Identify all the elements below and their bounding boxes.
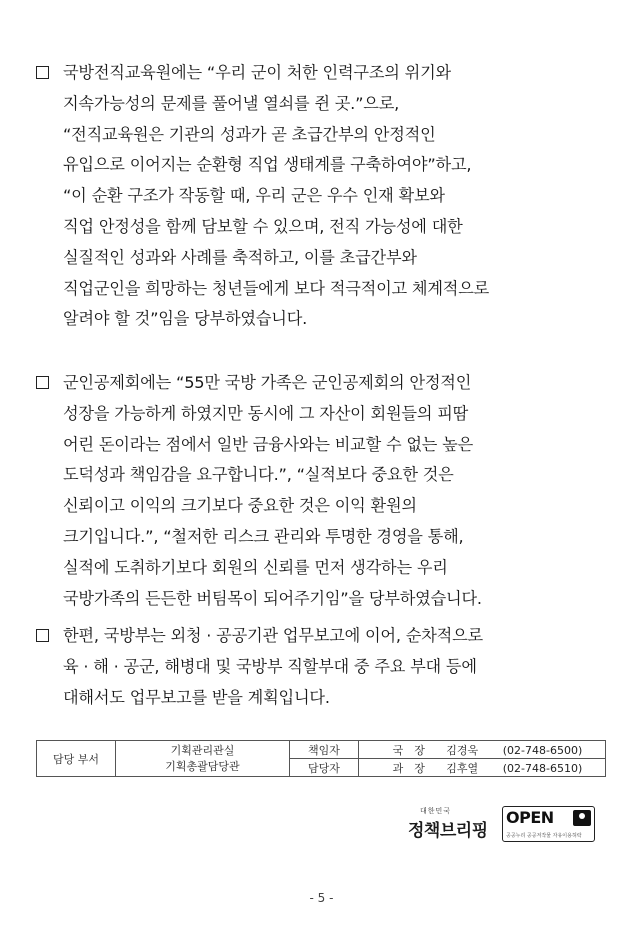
paragraph-line: 직업 안정성을 함께 담보할 수 있으며, 전직 가능성에 대한	[63, 216, 463, 236]
paragraph-line: 도덕성과 책임감을 요구합니다.”, “실적보다 중요한 것은	[63, 465, 454, 485]
paragraph-defense-transition-center	[36, 58, 626, 335]
paragraph-line: 실적에 도취하기보다 회원의 신뢰를 먼저 생각하는 우리	[63, 557, 448, 577]
paragraph-line: “이 순환 구조가 작동할 때, 우리 군은 우수 인재 확보와	[63, 186, 445, 206]
contact-table	[36, 740, 606, 777]
paragraph-line: 알려야 할 것”임을 당부하였습니다.	[63, 309, 308, 329]
open-logo-text: OPEN	[506, 808, 554, 827]
paragraph-line: 어린 돈이라는 점에서 일반 금융사와는 비교할 수 없는 높은	[63, 434, 474, 454]
dept-name-line2: 기획총괄담당관	[165, 759, 240, 773]
paragraph-line: 직업군인을 희망하는 청년들에게 보다 적극적이고 체계적으로	[63, 278, 490, 298]
contact-name: 김경욱	[446, 743, 479, 757]
paragraph-line: 유입으로 이어지는 순환형 직업 생태계를 구축하여야”하고,	[63, 155, 472, 175]
paragraph-work-report-plan	[36, 621, 626, 713]
paragraph-line: 국방가족의 든든한 버팀목이 되어주기임”을 당부하였습니다.	[63, 588, 482, 608]
dept-name	[116, 741, 290, 777]
paragraph-line: 군인공제회에는 “55만 국방 가족은 군인공제회의 안정적인	[63, 373, 472, 392]
contact-position: 국 장	[392, 743, 425, 757]
role-label: 담당자	[290, 759, 359, 777]
page-number: - 5 -	[309, 891, 334, 905]
attribution-person-icon	[573, 810, 591, 826]
paragraph-line: 대해서도 업무보고를 받을 계획입니다.	[63, 687, 330, 707]
contact-position: 과 장	[392, 761, 425, 775]
paragraph-line: “전직교육원은 기관의 성과가 곧 초급간부의 안정적인	[63, 124, 436, 144]
contact-person	[359, 759, 606, 777]
paragraph-line: 지속가능성의 문제를 풀어낼 열쇠를 쥔 곳.”으로,	[63, 93, 400, 113]
role-label: 책임자	[290, 741, 359, 759]
paragraph-line: 한편, 국방부는 외청 · 공공기관 업무보고에 이어, 순차적으로	[63, 626, 483, 645]
contact-phone: (02-748-6500)	[502, 743, 583, 757]
paragraph-line: 크기입니다.”, “철저한 리스크 관리와 투명한 경영을 통해,	[63, 526, 464, 546]
paragraph-military-mutual-aid	[36, 368, 626, 614]
policy-logo-text: 정책브리핑	[408, 821, 488, 841]
paragraph-line: 신뢰이고 이익의 크기보다 중요한 것은 이익 환원의	[63, 496, 417, 516]
contact-name: 김후열	[446, 761, 479, 775]
paragraph-line: 국방전직교육원에는 “우리 군이 처한 인력구조의 위기와	[63, 63, 451, 82]
checkbox-bullet-icon	[36, 376, 49, 389]
paragraph-line: 육 · 해 · 공군, 해병대 및 국방부 직할부대 중 주요 부대 등에	[63, 656, 477, 676]
open-license-logo	[502, 806, 595, 842]
contact-person	[359, 741, 606, 759]
paragraph-line: 성장을 가능하게 하였지만 동시에 그 자산이 회원들의 피땀	[63, 403, 469, 423]
policy-briefing-logo	[408, 806, 490, 844]
dept-label: 담당 부서	[37, 741, 116, 777]
checkbox-bullet-icon	[36, 66, 49, 79]
open-logo-subtext: 공공누리 공공저작물 자유이용허락	[506, 833, 582, 839]
paragraph-line: 실질적인 성과와 사례를 축적하고, 이를 초급간부와	[63, 247, 417, 267]
contact-phone: (02-748-6510)	[502, 761, 583, 775]
checkbox-bullet-icon	[36, 629, 49, 642]
dept-name-line1: 기획관리관실	[170, 743, 235, 757]
policy-logo-small-text: 대한민국	[420, 807, 452, 815]
